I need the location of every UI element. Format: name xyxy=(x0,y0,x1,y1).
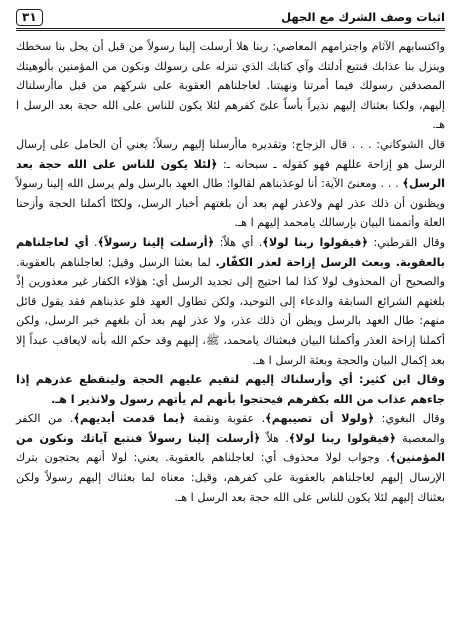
paragraph xyxy=(16,409,445,507)
page-header xyxy=(16,6,445,31)
paragraph xyxy=(16,233,445,370)
text-run: . xyxy=(88,235,98,249)
text-run: قال الشوكاني: . . . قال الزجاج: وتقديره ماأرسلنا إليهم رسلاً: يعني أن الحامل على إرسال الرسل هو إزاحة عللهم فهو كقوله ـ سبحانه ـ: xyxy=(16,137,445,171)
text-run: . عقوبة ونقمة xyxy=(185,412,266,426)
paragraph xyxy=(16,370,445,409)
text-run: وقال البغوي: xyxy=(374,412,446,426)
text-run: واكتسابهم الآثام واجترامهم المعاصي: ربنا هلا أرسلت إلينا رسولاً من قبل أن يحل بنا سخطك وينزل بنا عذابك فنتبع أدلتك وآي كتابك الذي تنزله على رسولك ونكون من المؤمنين بألوهيتك المصدقين رسولك فيما أمرتنا ونهيتنا. لعاجلناهم العقوبة على شركهم من قبل ماأرسلناك إليهم، ولكنا بعثناك إليهم نذيراً بأساً علىّ كفرهم لئلا يكون للناس على الله حجة بعد الرسل ا هـ. xyxy=(16,40,445,132)
quran-quote: ﴿لئلا يكون للناس على الله حجة بعد الرسل﴾ xyxy=(16,157,445,191)
quran-quote: ﴿أرسلت إلينا رسولاً فنتبع آياتك ونكون من المؤمنين﴾ xyxy=(16,431,445,465)
paragraph xyxy=(16,37,445,135)
running-title: اثبات وصف الشرك مع الجهل xyxy=(281,10,445,24)
text-run: . وجواب لولا محذوف أي: لعاجلناهم بالعقوبة. يعني: لولا أنهم يحتجون بترك الإرسال إليهم لعاجلناهم بالعقوبة على كفرهم، وقيل: معناه لما بعثناك إليهم رسولاً ولكن بعثناك إليهم لئلا يكون للناس على الله حجة بعد الرسل ا هـ. xyxy=(16,451,445,504)
text-run: . من الكفر والمعصية xyxy=(16,412,445,445)
text-run: لما بعثنا الرسل وقيل: لعاجلناهم بالعقوبة. والصحيح أن المحذوف لولا كذا لما احتيج إلى تجديد الرسل أي: هؤلاء الكفار غير معذورين إذْ بلغتهم الشرائع السابقة والدعاء إلى التوحيد، ولكن تطاول العهد فلو عذبناهم فقد يقول قائل منهم: طال العهد بالرسل ويظن أن ذلك عذر، ولا عذر لهم بعد أن بلغهم خبر الرسل، ولكن أكملنا إزاحة العذر وأكملنا البيان فبعثناك يامحمد، ﷺ، إليهم وقد حكم الله بأنه لايعاقب عبداً إلا بعد إكمال البيان والحجة وبعثة الرسل ا هـ. xyxy=(16,255,445,367)
text-run: . . . ومعنىً الآية: أنا لوعذبناهم لقالوا: طال العهد بالرسل ولم يرسل الله إلينا رسولاً ويظنون أن ذلك عذر لهم ولاعذر لهم بعد أن بلغتهم أخبار الرسل، ولكنّا أكملنا الحجة وأزحنا العلة وأتممنا البيان بإرسالك يامحمد إليهم ا هـ. xyxy=(16,177,445,230)
body-text xyxy=(16,37,445,507)
text-run: . أي هلاّ: xyxy=(214,235,263,249)
emphasis-text: وقال ابن كثير: أي وأرسلناك إليهم لتقيم عليهم الحجة ولينقطع عذرهم إذا جاءهم عذاب من الله بكفرهم فيحتجوا بأنهم لم يأتهم رسول ولانذير ا هـ. xyxy=(16,373,445,406)
text-run: . هلاّ xyxy=(260,431,289,445)
page-number: ٣١ xyxy=(16,9,43,26)
text-run: وقال القرطبي: xyxy=(368,235,445,249)
emphasis-text: أي لعاجلناهم بالعقوبة. وبعث الرسل إزاحة لعذر الكفّار. xyxy=(16,235,445,269)
quran-quote: ﴿بما قدمت أيديهم﴾ xyxy=(73,412,186,426)
paragraph xyxy=(16,135,445,233)
quran-quote: ﴿فيقولوا ربنا لولا﴾ xyxy=(288,431,396,445)
quran-quote: ﴿فيقولوا ربنا لولا﴾ xyxy=(262,235,369,249)
quran-quote: ﴿ولولا أن تصيبهم﴾ xyxy=(265,412,375,426)
quran-quote: ﴿أرسلت إلينا رسولاً﴾ xyxy=(97,235,215,249)
